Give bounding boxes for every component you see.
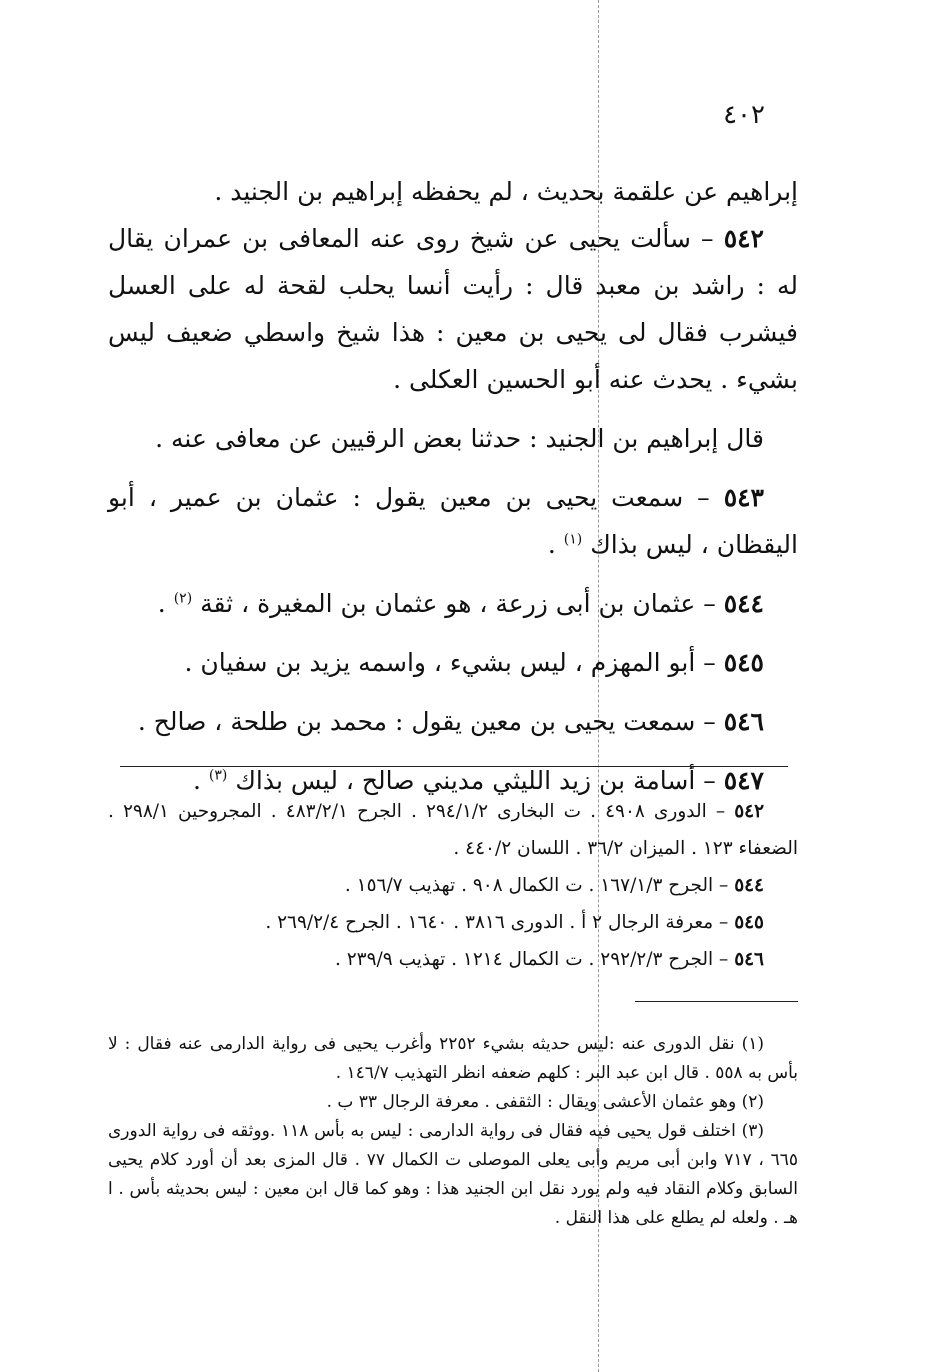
entry-text: – سألت يحيى عن شيخ روى عنه المعافى بن عمران يقال له : راشد بن معبد قال : رأيت أنسا يحلب لقحة له على العسل فيشرب فقال لى يحيى بن معين : هذا شيخ واسطي ضعيف ليس بشيء . يحدث عنه أبو الحسين العكلى . bbox=[108, 224, 798, 394]
reference-542 bbox=[108, 793, 798, 867]
reference-545 bbox=[108, 904, 798, 941]
reference-number: ٥٤٥ bbox=[734, 912, 764, 933]
entry-text: – أسامة بن زيد الليثي مديني صالح ، ليس بذاك bbox=[235, 766, 724, 795]
entry-544 bbox=[108, 580, 798, 627]
footnote-marker: (٢) bbox=[173, 590, 193, 607]
reference-number: ٥٤٤ bbox=[734, 875, 764, 896]
main-text bbox=[108, 168, 798, 804]
entry-number: ٥٤٢ bbox=[723, 224, 764, 253]
reference-number: ٥٤٦ bbox=[734, 949, 764, 970]
footnote-marker: (١) bbox=[563, 531, 583, 548]
reference-text: – الجرح ١٦٧/١/٣ . ت الكمال ٩٠٨ . تهذيب ١٥٦/٧ . bbox=[344, 875, 735, 896]
entry-text: – سمعت يحيى بن معين يقول : عثمان بن عمير ، أبو اليقظان ، ليس بذاك bbox=[108, 483, 798, 559]
entry-543 bbox=[108, 474, 798, 568]
entry-text: – سمعت يحيى بن معين يقول : محمد بن طلحة ، صالح . bbox=[137, 707, 724, 736]
references-divider bbox=[120, 766, 788, 767]
entry-number: ٥٤٥ bbox=[723, 648, 764, 677]
entry-546 bbox=[108, 698, 798, 745]
reference-text: – الدورى ٤٩٠٨ . ت البخارى ٢٩٤/١/٢ . الجرح ٤٨٣/٢/١ . المجروحين ٢٩٨/١ . الضعفاء ١٢٣ . الميزان ٣٦/٢ . اللسان ٤٤٠/٢ . bbox=[108, 801, 798, 859]
reference-text: – الجرح ٢٩٢/٢/٣ . ت الكمال ١٢١٤ . تهذيب ٢٣٩/٩ . bbox=[334, 949, 735, 970]
reference-number: ٥٤٢ bbox=[734, 801, 765, 822]
entry-number: ٥٤٦ bbox=[723, 707, 764, 736]
footnotes-section bbox=[108, 1030, 798, 1233]
entry-dot: . bbox=[193, 766, 209, 795]
references-section bbox=[108, 793, 798, 978]
entry-number: ٥٤٤ bbox=[723, 589, 764, 618]
entry-dot: . bbox=[157, 589, 174, 618]
ibn-junaid-note: قال إبراهيم بن الجنيد : حدثنا بعض الرقيين عن معافى عنه . bbox=[155, 424, 764, 453]
page-number: ٤٠٢ bbox=[723, 100, 765, 130]
footnotes-divider bbox=[635, 1001, 798, 1002]
footnote-1: (١) نقل الدورى عنه :ليس حديثه بشيء ٢٢٥٢ وأغرب يحيى فى رواية الدارمى عنه فقال : لا بأس به ٥٥٨ . قال ابن عبد البر : كلهم ضعفه انظر التهذيب ١٤٦/٧ . bbox=[108, 1034, 798, 1083]
footnote-3: (٣) اختلف قول يحيى فيه فقال فى رواية الدارمى : ليس به بأس ١١٨ .ووثقه فى رواية الدورى ٦٦٥ ، ٧١٧ وابن أبى مريم وأبى يعلى الموصلى ت الكمال ٧٧ . قال المزى بعد أن أورد كلام يحيى السابق وكلام النقاد فيه ولم يورد نقل ابن الجنيد هذا : وهو كما قال ابن معين : ليس بحديثه بأس . ا هـ . ولعله لم يطلع على هذا النقل . bbox=[108, 1121, 798, 1228]
entry-text: – أبو المهزم ، ليس بشيء ، واسمه يزيد بن سفيان . bbox=[184, 648, 724, 677]
footnote-marker: (٣) bbox=[208, 767, 228, 784]
continuation-line: إبراهيم عن علقمة بحديث ، لم يحفظه إبراهيم بن الجنيد . bbox=[214, 177, 798, 206]
entry-number: ٥٤٣ bbox=[723, 483, 764, 512]
entry-number: ٥٤٧ bbox=[723, 766, 764, 795]
reference-546 bbox=[108, 941, 798, 978]
footnote-2: (٢) وهو عثمان الأعشى ويقال : الثقفى . معرفة الرجال ٣٣ ب . bbox=[326, 1092, 764, 1112]
reference-text: – معرفة الرجال ٢ أ . الدورى ٣٨١٦ . ١٦٤٠ . الجرح ٢٦٩/٢/٤ . bbox=[265, 912, 735, 933]
reference-544 bbox=[108, 867, 798, 904]
entry-dot: . bbox=[547, 530, 564, 559]
entry-545 bbox=[108, 639, 798, 686]
entry-542 bbox=[108, 215, 798, 403]
entry-text: – عثمان بن أبى زرعة ، هو عثمان بن المغيرة ، ثقة bbox=[200, 589, 724, 618]
